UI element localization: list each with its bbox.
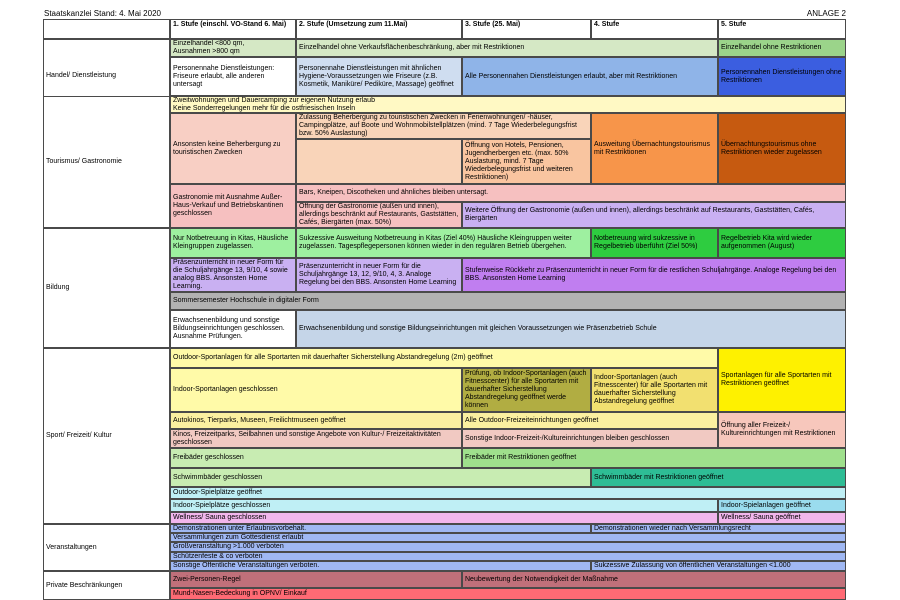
table-cell: Wellness/ Sauna geöffnet <box>718 512 846 524</box>
table-cell: Personennahe Dienstleistungen: Friseure erlaubt, alle anderen untersagt <box>170 57 296 96</box>
row-category: Tourismus/ Gastronomie <box>43 96 170 228</box>
table-cell: Einzelhandel ohne Verkaufsflächenbeschränkung, aber mit Restriktionen <box>296 39 718 57</box>
table-cell: Präsenzunterricht in neuer Form für die Schuljahrgänge 13, 12, 9/10, 4, 3. Analoge Regelung bei den BBS. Ansonsten Home Learning <box>296 258 462 292</box>
table-cell: Personennahe Dienstleistungen mit ähnlichen Hygiene-Voraussetzungen wie Friseure (z.B. Kosmetik, Maniküre/ Pediküre, Massage) geöffnet <box>296 57 462 96</box>
table-cell: Schützenfeste & co verboten <box>170 552 846 561</box>
table-cell: Indoor-Sportanlagen geschlossen <box>170 368 462 412</box>
table-cell: Sukzessive Zulassung von öffentlichen Veranstaltungen <1.000 <box>591 561 846 571</box>
row-category: Sport/ Freizeit/ Kultur <box>43 348 170 524</box>
table-cell: Erwachsenenbildung und sonstige Bildungseinrichtungen mit gleichen Voraussetzungen wie Präsenzbetrieb Schule <box>296 310 846 348</box>
table-cell: Prüfung, ob Indoor-Sportanlagen (auch Fitnesscenter) für alle Sportarten mit dauerhafter Sicherstellung Abstandregelung geöffnet werde können <box>462 368 591 412</box>
table-cell: Autokinos, Tierparks, Museen, Freilichtmuseen geöffnet <box>170 412 462 429</box>
table-cell: Kinos, Freizeitparks, Seilbahnen und sonstige Angebote von Kultur-/ Freizeitaktivitäten geschlossen <box>170 429 462 448</box>
document-header-right: ANLAGE 2 <box>806 9 846 18</box>
column-header: 2. Stufe (Umsetzung zum 11.Mai) <box>296 19 462 39</box>
table-cell: Versammlungen zum Gottesdienst erlaubt <box>170 533 846 542</box>
table-cell: Ansonsten keine Beherbergung zu touristischen Zwecken <box>170 113 296 184</box>
row-category: Private Beschränkungen <box>43 571 170 600</box>
table-cell <box>296 139 462 184</box>
table-cell: Öffnung von Hotels, Pensionen, Jugendherbergen etc. (max. 50% Auslastung, mind. 7 Tage Wiederbelegungsfrist und weiteren Restriktionen) <box>462 139 591 184</box>
table-cell: Ausweitung Übernachtungstourismus mit Restriktionen <box>591 113 718 184</box>
table-cell: Indoor-Spielplätze geschlossen <box>170 499 718 512</box>
table-cell: Gastronomie mit Ausnahme Außer-Haus-Verkauf und Betriebskantinen geschlossen <box>170 184 296 228</box>
table-cell: Öffnung der Gastronomie (außen und innen), allerdings beschränkt auf Restaurants, Gaststätten, Cafés, Biergärten (max. 50%) <box>296 202 462 228</box>
table-cell: Zwei-Personen-Regel <box>170 571 462 588</box>
table-cell: Regelbetrieb Kita wird wieder aufgenommen (August) <box>718 228 846 258</box>
table-cell: Sukzessive Ausweitung Notbetreuung in Kitas (Ziel 40%) Häusliche Kleingruppen weiter zugelassen. Tagespflegepersonen können wieder in den regulären Betrieb übergehen. <box>296 228 591 258</box>
stage-plan-table <box>43 19 846 600</box>
table-cell: Outdoor-Sportanlagen für alle Sportarten mit dauerhafter Sicherstellung Abstandregelung (2m) geöffnet <box>170 348 718 368</box>
table-cell: Indoor-Spielanlagen geöffnet <box>718 499 846 512</box>
table-cell: Schwimmbäder geschlossen <box>170 468 591 487</box>
table-cell: Schwimmbäder mit Restriktionen geöffnet <box>591 468 846 487</box>
table-cell: Demonstrationen wieder nach Versammlungsrecht <box>591 524 846 533</box>
table-cell: Demonstrationen unter Erlaubnisvorbehalt. <box>170 524 591 533</box>
table-cell: Personennahen Dienstleistungen ohne Restriktionen <box>718 57 846 96</box>
table-cell: Sportanlagen für alle Sportarten mit Restriktionen geöffnet <box>718 348 846 412</box>
document-header-left: Staatskanzlei Stand: 4. Mai 2020 <box>44 9 161 18</box>
table-cell: Mund-Nasen-Bedeckung in ÖPNV/ Einkauf <box>170 588 846 600</box>
table-cell: Nur Notbetreuung in Kitas, Häusliche Kleingruppen zugelassen. <box>170 228 296 258</box>
table-cell: Öffnung aller Freizeit-/ Kultureinrichtungen mit Restriktionen <box>718 412 846 448</box>
row-category: Bildung <box>43 228 170 348</box>
column-header: 4. Stufe <box>591 19 718 39</box>
table-cell: Zulassung Beherbergung zu touristischen Zwecken in Ferienwohnungen/ -häuser, Campingplätze, auf Boote und Wohnmobilstellplätzen (mind. 7 Tage Wiederbelegungsfrist bzw. 50% Auslastung) <box>296 113 591 139</box>
row-category <box>43 19 170 39</box>
row-category: Handel/ Dienstleistung <box>43 39 170 113</box>
table-cell: Sonstige Indoor-Freizeit-/Kultureinrichtungen bleiben geschlossen <box>462 429 718 448</box>
table-cell: Sommersemester Hochschule in digitaler Form <box>170 292 846 310</box>
column-header: 3. Stufe (25. Mai) <box>462 19 591 39</box>
table-cell: Alle Personennahen Dienstleistungen erlaubt, aber mit Restriktionen <box>462 57 718 96</box>
row-category: Veranstaltungen <box>43 524 170 571</box>
table-cell: Stufenweise Rückkehr zu Präsenzunterricht in neuer Form für die restlichen Schuljahrgänge. Analoge Regelung bei den BBS. Ansonsten Home Learning <box>462 258 846 292</box>
table-cell: Zweitwohnungen und Dauercamping zur eigenen Nutzung erlaub Keine Sonderregelungen mehr für die ostfriesischen Inseln <box>170 96 846 113</box>
table-cell: Großveranstaltung >1.000 verboten <box>170 542 846 552</box>
column-header: 5. Stufe <box>718 19 846 39</box>
table-cell: Wellness/ Sauna geschlossen <box>170 512 718 524</box>
table-cell: Indoor-Sportanlagen (auch Fitnesscenter) für alle Sportarten mit dauerhafter Sicherstellung Abstandregelung geöffnet <box>591 368 718 412</box>
table-cell: Präsenzunterricht in neuer Form für die Schuljahrgänge 13, 9/10, 4 sowie analog BBS. Ansonsten Home Learning. <box>170 258 296 292</box>
table-cell: Einzelhandel ohne Restriktionen <box>718 39 846 57</box>
table-cell: Alle Outdoor-Freizeiteinrichtungen geöffnet <box>462 412 718 429</box>
table-cell: Bars, Kneipen, Discotheken und ähnliches bleiben untersagt. <box>296 184 846 202</box>
table-cell: Freibäder mit Restriktionen geöffnet <box>462 448 846 468</box>
table-cell: Outdoor-Spielplätze geöffnet <box>170 487 846 499</box>
table-cell: Einzelhandel <800 qm, Ausnahmen >800 qm <box>170 39 296 57</box>
table-cell: Weitere Öffnung der Gastronomie (außen und innen), allerdings beschränkt auf Restaurants, Gaststätten, Cafés, Biergärten <box>462 202 846 228</box>
table-cell: Neubewertung der Notwendigkeit der Maßnahme <box>462 571 846 588</box>
table-cell: Sonstige Öffentliche Veranstaltungen verboten. <box>170 561 591 571</box>
table-cell: Notbetreuung wird sukzessive in Regelbetrieb überführt (Ziel 50%) <box>591 228 718 258</box>
table-cell: Erwachsenenbildung und sonstige Bildungseinrichtungen geschlossen. Ausnahme Prüfungen. <box>170 310 296 348</box>
table-cell: Übernachtungstourismus ohne Restriktionen wieder zugelassen <box>718 113 846 184</box>
table-cell: Freibäder geschlossen <box>170 448 462 468</box>
column-header: 1. Stufe (einschl. VO-Stand 6. Mai) <box>170 19 296 39</box>
